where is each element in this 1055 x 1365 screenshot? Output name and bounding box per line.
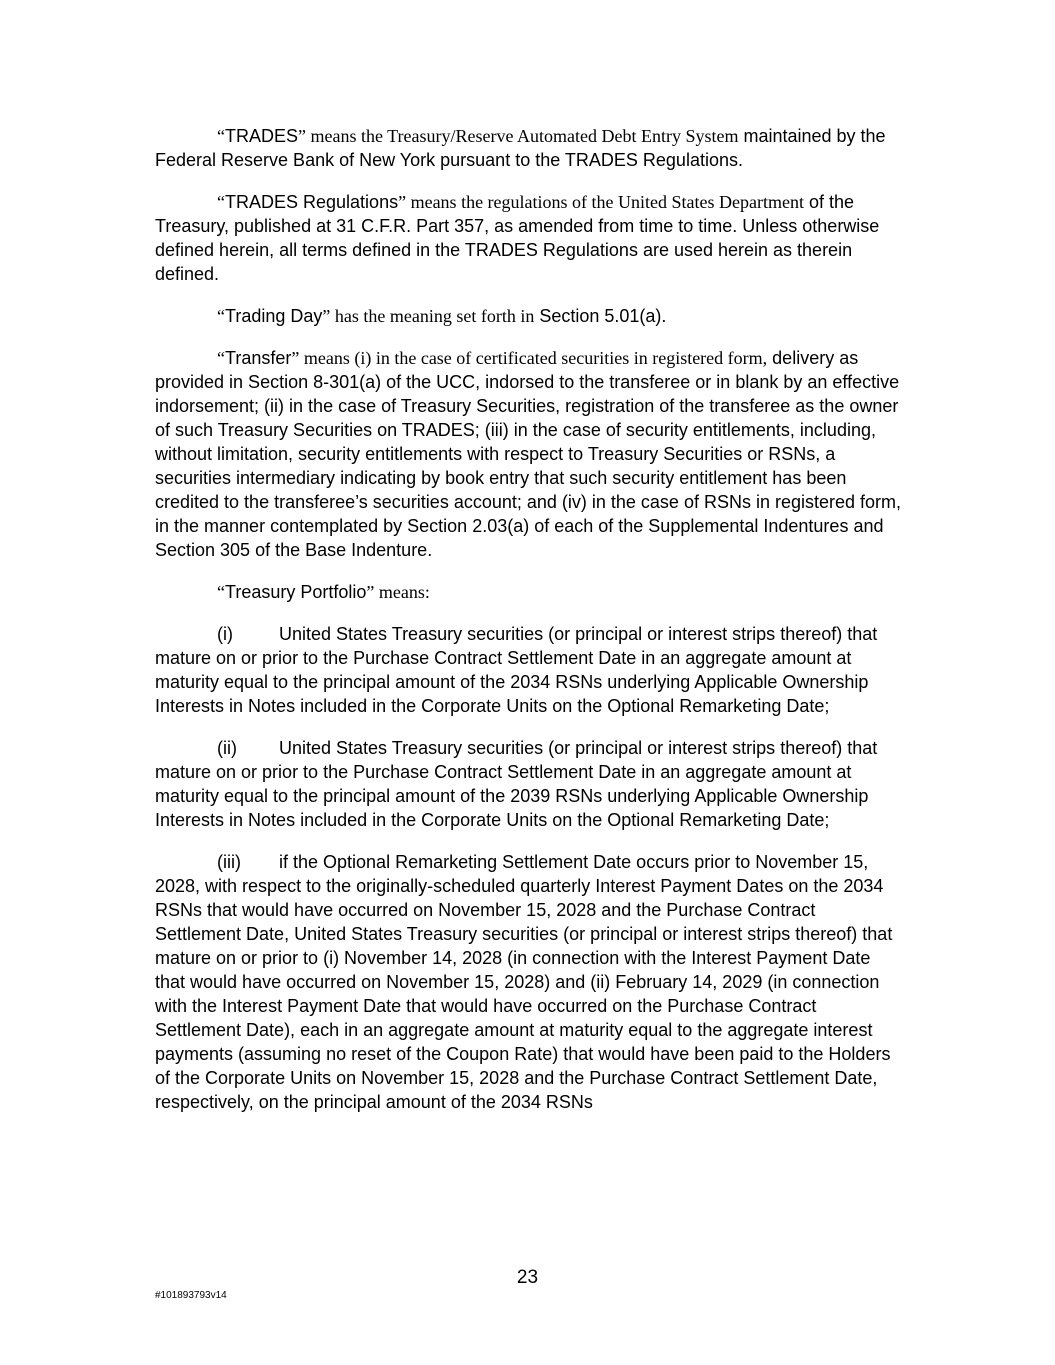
definition-transfer: “Transfer” means (i) in the case of certificated securities in registered form, delivery as provided in Section 8-301(a) of the UCC, indorsed to the transferee or in blank by an effective indorsement; (ii) in the case of Treasury Securities, registration of the transferee as the owner of such Treasury Securities on TRADES; (iii) in the case of security entitlements, including, without limitation, security entitlements with respect to Treasury Securities or RSNs, a securities intermediary indicating by book entry that such security entitlement has been credited to the transferee’s securities account; and (iv) in the case of RSNs in registered form, in the manner contemplated by Section 2.03(a) of each of the Supplemental Indentures and Section 305 of the Base Indenture.: [155, 348, 902, 560]
document-id: #101893793v14: [155, 1290, 227, 1301]
definition-text: maintained by the Federal Reserve Bank of New York pursuant to the TRADES Regulations.: [155, 126, 886, 170]
definition-trades: “TRADES” means the Treasury/Reserve Automated Debt Entry System maintained by the Federal Reserve Bank of New York pursuant to the TRADES Regulations.: [155, 126, 886, 170]
definition-lead: means:: [374, 582, 430, 602]
page-number: 23: [516, 1267, 539, 1288]
definition-text: of the Treasury, published at 31 C.F.R. Part 357, as amended from time to time. Unless otherwise defined herein, all terms defined in the TRADES Regulations are used herein as therein defined.: [155, 192, 880, 284]
list-item: [155, 850, 903, 1114]
definition-lead: means (i) in the case of certificated securities in registered form,: [299, 348, 768, 368]
list-item-marker: (ii): [217, 738, 237, 758]
list-item-marker: (iii): [217, 852, 241, 872]
definition-trades-regulations: “TRADES Regulations” means the regulations of the United States Department of the Treasury, published at 31 C.F.R. Part 357, as amended from time to time. Unless otherwise defined herein, all terms defined in the TRADES Regulations are used herein as therein defined.: [155, 192, 880, 284]
list-item-text: if the Optional Remarketing Settlement Date occurs prior to November 15, 2028, with respect to the originally-scheduled quarterly Interest Payment Dates on the 2034 RSNs that would have occurred on November 15, 2028 and the Purchase Contract Settlement Date, United States Treasury securities (or principal or interest strips thereof) that mature on or prior to (i) November 14, 2028 (in connection with the Interest Payment Date that would have occurred on November 15, 2028) and (ii) February 14, 2029 (in connection with the Interest Payment Date that would have occurred on the Purchase Contract Settlement Date), each in an aggregate amount at maturity equal to the aggregate interest payments (assuming no reset of the Coupon Rate) that would have been paid to the Holders of the Corporate Units on November 15, 2028 and the Purchase Contract Settlement Date, respectively, on the principal amount of the 2034 RSNs: [155, 852, 893, 1112]
definition-lead: has the meaning set forth in: [330, 306, 535, 326]
definition-lead: means the regulations of the United States Department: [406, 192, 804, 212]
list-item: [155, 736, 903, 832]
definition-term: Treasury Portfolio: [225, 582, 367, 602]
list-item: [155, 622, 903, 718]
definition-term: TRADES: [225, 126, 299, 146]
definition-term: Transfer: [225, 348, 292, 368]
definition-text: Section 5.01(a).: [534, 306, 667, 326]
list-item-marker: (i): [217, 624, 233, 644]
definition-term: Trading Day: [225, 306, 323, 326]
definition-trading-day: “Trading Day” has the meaning set forth in Section 5.01(a).: [217, 306, 667, 326]
definition-lead: means the Treasury/Reserve Automated Debt Entry System: [306, 126, 739, 146]
list-item-text: United States Treasury securities (or principal or interest strips thereof) that mature on or prior to the Purchase Contract Settlement Date in an aggregate amount at maturity equal to the principal amount of the 2039 RSNs underlying Applicable Ownership Interests in Notes included in the Corporate Units on the Optional Remarketing Date;: [155, 738, 878, 830]
document-body: [155, 124, 903, 1132]
definition-term: TRADES Regulations: [225, 192, 399, 212]
definition-treasury-portfolio: “Treasury Portfolio” means:: [217, 582, 430, 602]
definition-text: delivery as provided in Section 8-301(a) of the UCC, indorsed to the transferee or in blank by an effective indorsement; (ii) in the case of Treasury Securities, registration of the transferee as the owner of such Treasury Securities on TRADES; (iii) in the case of security entitlements, including, without limitation, security entitlements with respect to Treasury Securities or RSNs, a securities intermediary indicating by book entry that such security entitlement has been credited to the transferee’s securities account; and (iv) in the case of RSNs in registered form, in the manner contemplated by Section 2.03(a) of each of the Supplemental Indentures and Section 305 of the Base Indenture.: [155, 348, 902, 560]
list-item-text: United States Treasury securities (or principal or interest strips thereof) that mature on or prior to the Purchase Contract Settlement Date in an aggregate amount at maturity equal to the principal amount of the 2034 RSNs underlying Applicable Ownership Interests in Notes included in the Corporate Units on the Optional Remarketing Date;: [155, 624, 878, 716]
